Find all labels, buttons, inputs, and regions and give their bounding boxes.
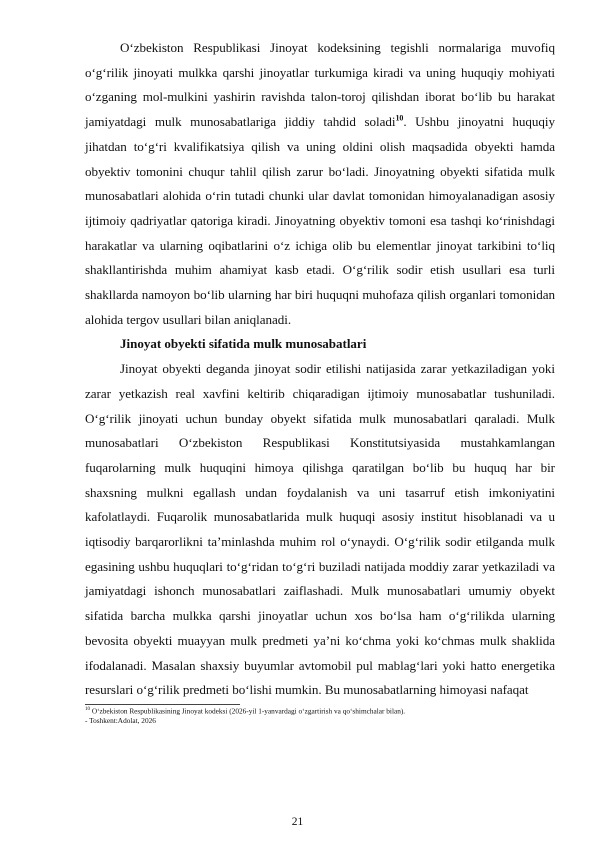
footnote <box>85 705 555 726</box>
paragraph-1-text-end: . Ushbu jinoyatni huquqiy jihatdan to‘g‘ri kvalifikatsiya qilish va uning oldini olish maqsadida obyekti hamda obyektiv tomonini chuqur tahlil qilish zarur bo‘ladi. Jinoyatning obyekti sifatida mulk munosabatlari alohida o‘rin tutadi chunki ular davlat tomonidan himoyalanadigan asosiy ijtimoiy qadriyatlar qatoriga kiradi. Jinoyatning obyektiv tomoni esa tashqi ko‘rinishdagi harakatlar va ularning oqibatlarini o‘z ichiga olib bu elementlar jinoyat tarkibini to‘liq shakllantirishda muhim ahamiyat kasb etadi. O‘g‘rilik sodir etish usullari esa turli shakllarda namoyon bo‘lib ularning har biri huquqni muhofaza qilish organlari tomonidan alohida tergov usullari bilan aniqlanadi. <box>85 114 555 327</box>
section-heading: Jinoyat obyekti sifatida mulk munosabatlari <box>120 336 367 352</box>
document-page <box>85 36 555 726</box>
page-number: 21 <box>291 816 304 828</box>
paragraph-1-text-start: O‘zbekiston Respublikasi Jinoyat kodeksining tegishli normalariga muvofiq o‘g‘rilik jinoyati mulkka qarshi jinoyatlar turkumiga kiradi va uning huquqiy mohiyati o‘zganing mol-mulkini yashirin ravishda talon-toroj qilishdan iborat bo‘lib bu harakat jamiyatdagi mulk munosabatlariga jiddiy tahdid soladi <box>85 40 555 130</box>
footnote-reference[interactable]: 10 <box>395 113 404 123</box>
footnote-publisher: - Toshkent:Adolat, 2026 <box>85 716 156 726</box>
footnote-number: 10 <box>85 706 90 712</box>
body-paragraph-1 <box>85 36 555 332</box>
body-paragraph-2: Jinoyat obyekti deganda jinoyat sodir etilishi natijasida zarar yetkaziladigan yoki zarar yetkazish real xavfini keltirib chiqaradigan ijtimoiy munosabatlar tushuniladi. O‘g‘rilik jinoyati uchun bunday obyekt sifatida mulk munosabatlari qaraladi. Mulk munosabatlari O‘zbekiston Respublikasi Konstitutsiyasida mustahkamlangan fuqarolarning mulk huquqini himoya qilishga qaratilgan bo‘lib bu huquq har bir shaxsning mulkni egallash undan foydalanish va uni tasarruf etish imkoniyatini kafolatlaydi. Fuqarolik munosabatlarida mulk huquqi asosiy institut hisoblanadi va u iqtisodiy barqarorlikni ta’minlashda muhim rol o‘ynaydi. O‘g‘rilik sodir etilganda mulk egasining ushbu huquqlari to‘g‘ridan to‘g‘ri buziladi natijada moddiy zarar yetkaziladi va jamiyatdagi ishonch munosabatlari zaiflashadi. Mulk munosabatlari umumiy obyekt sifatida barcha mulkka qarshi jinoyatlar uchun xos bo‘lsa ham o‘g‘rilikda ularning bevosita obyekti muayyan mulk predmeti ya’ni ko‘chma yoki ko‘chmas mulk shaklida ifodalanadi. Masalan shaxsiy buyumlar avtomobil pul mablag‘lari yoki hatto energetika resurslari o‘g‘rilik predmeti bo‘lishi mumkin. Bu munosabatlarning himoyasi nafaqat <box>85 361 555 698</box>
footnote-citation: O‘zbekiston Respublikasining Jinoyat kodeksi (2026-yil 1-yanvardagi o‘zgartirish va qo‘shimchalar bilan). <box>90 706 406 716</box>
